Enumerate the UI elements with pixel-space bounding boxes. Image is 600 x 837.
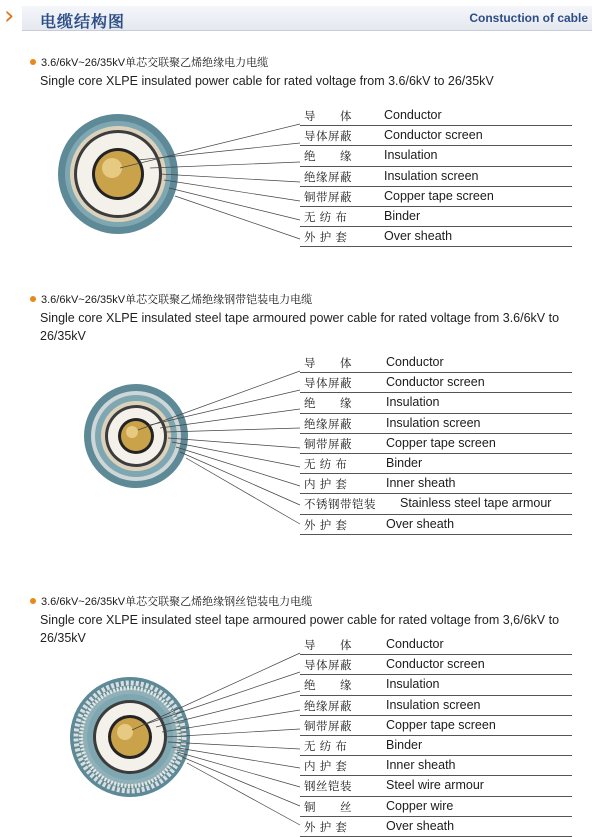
layer-name-zh: 绝 缘	[304, 680, 352, 693]
layer-name-en: Insulation	[386, 677, 440, 692]
page-title-english: Constuction of cable	[469, 11, 588, 25]
section-title-en: Single core XLPE insulated power cable for rated voltage from 3.6/6kV to 26/35kV	[40, 74, 494, 88]
layer-name-en: Steel wire armour	[386, 778, 484, 793]
layer-name-zh: 外 护 套	[304, 519, 348, 532]
layer-name-zh: 绝缘屏蔽	[304, 171, 352, 184]
section-title-en: Single core XLPE insulated steel tape armoured power cable for rated voltage from 3.6/6kV to 26/35kV	[40, 311, 560, 343]
layer-row	[300, 675, 572, 695]
layer-name-zh: 钢丝铠装	[304, 781, 352, 794]
layer-name-en: Insulation	[386, 395, 440, 410]
layer-name-zh: 内 护 套	[304, 479, 348, 492]
layer-row	[300, 716, 572, 736]
layer-name-en: Conductor screen	[386, 375, 485, 390]
layer-name-en: Binder	[386, 737, 423, 752]
layer-name-zh: 内 护 套	[304, 761, 348, 774]
layer-name-zh: 导 体	[304, 358, 352, 370]
layer-name-zh: 导体屏蔽	[304, 378, 352, 391]
layer-name-zh: 绝缘屏蔽	[304, 418, 352, 431]
layer-name-zh: 绝 缘	[304, 151, 352, 164]
section-title-zh: 3.6/6kV~26/35kV单芯交联聚乙烯绝缘电力电缆	[41, 57, 269, 69]
layer-row	[300, 736, 572, 756]
layer-name-zh: 导体屏蔽	[304, 660, 352, 673]
layer-name-en: Conductor screen	[384, 128, 483, 143]
layer-row	[300, 776, 572, 796]
layer-name-zh: 铜 丝	[304, 801, 352, 814]
layer-name-zh: 外 护 套	[304, 821, 348, 834]
layer-name-zh: 铜带屏蔽	[304, 720, 352, 733]
layer-name-zh: 无 纺 布	[304, 458, 348, 471]
layer-name-en: Insulation	[384, 148, 438, 163]
layer-name-en: Stainless steel tape armour	[400, 496, 552, 511]
layer-name-zh: 导 体	[304, 640, 352, 652]
layer-name-zh: 铜带屏蔽	[304, 191, 352, 204]
layer-name-zh: 无 纺 布	[304, 211, 348, 224]
layer-name-zh: 外 护 套	[304, 232, 348, 245]
layer-name-en: Insulation screen	[386, 415, 481, 430]
layer-name-en: Conductor	[386, 355, 444, 369]
layer-name-zh: 导 体	[304, 111, 352, 123]
layer-name-en: Binder	[384, 208, 421, 223]
layer-row	[300, 817, 572, 837]
layer-table	[300, 635, 572, 837]
chevron-right-icon: ›	[4, 1, 15, 31]
section-title-en: Single core XLPE insulated steel tape armoured power cable for rated voltage from 3,6/6kV to 26/35kV	[40, 613, 560, 645]
section-title-zh: 3.6/6kV~26/35kV单芯交联聚乙烯绝缘钢带铠装电力电缆	[41, 294, 313, 306]
layer-name-en: Insulation screen	[386, 697, 481, 712]
layer-name-en: Binder	[386, 455, 423, 470]
layer-row	[300, 655, 572, 675]
layer-name-en: Copper tape screen	[386, 435, 496, 450]
layer-name-en: Inner sheath	[386, 476, 456, 491]
layer-name-zh: 无 纺 布	[304, 740, 348, 753]
layer-name-en: Over sheath	[386, 516, 455, 531]
layer-row	[300, 635, 572, 655]
section-title-zh: 3.6/6kV~26/35kV单芯交联聚乙烯绝缘钢丝铠装电力电缆	[41, 596, 313, 608]
layer-name-en: Conductor	[384, 108, 442, 122]
layer-row	[300, 756, 572, 776]
layer-name-zh: 绝缘屏蔽	[304, 700, 352, 713]
page-title: 电缆结构图	[40, 14, 126, 31]
layer-name-zh: 导体屏蔽	[304, 131, 352, 144]
layer-name-en: Copper wire	[386, 798, 454, 813]
layer-name-en: Conductor	[386, 637, 444, 651]
layer-name-zh: 铜带屏蔽	[304, 438, 352, 451]
layer-name-en: Over sheath	[384, 229, 453, 244]
layer-row	[300, 696, 572, 716]
conductor-highlight	[117, 724, 133, 740]
layer-row	[300, 797, 572, 817]
layer-name-zh: 不锈钢带铠装	[304, 499, 376, 512]
layer-name-en: Copper tape screen	[386, 717, 496, 732]
layer-name-zh: 绝 缘	[304, 398, 352, 411]
layer-name-en: Copper tape screen	[384, 188, 494, 203]
layer-name-en: Over sheath	[386, 818, 455, 833]
layer-name-en: Inner sheath	[386, 758, 456, 773]
layer-name-en: Conductor screen	[386, 657, 485, 672]
layer-name-en: Insulation screen	[384, 168, 479, 183]
